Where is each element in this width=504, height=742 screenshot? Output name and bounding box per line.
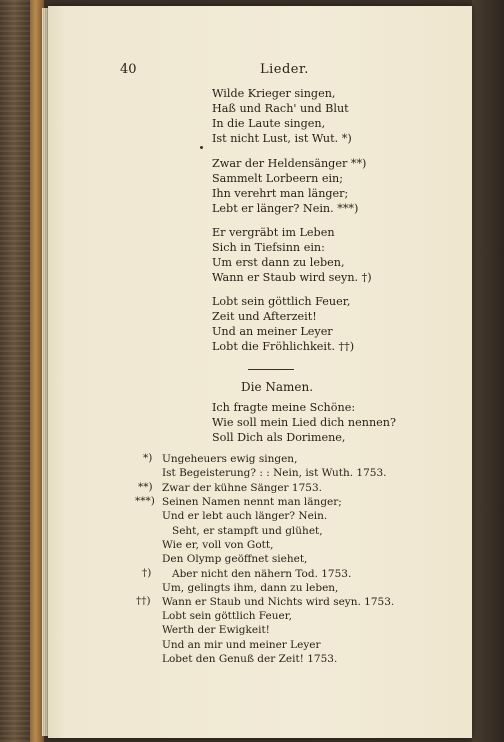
verse-line: Wann er Staub wird seyn. †): [212, 271, 372, 284]
footnote-line: Wann er Staub und Nichts wird seyn. 1753.: [162, 596, 395, 608]
footnote-marker: *): [143, 452, 153, 464]
ink-dot: [200, 146, 203, 149]
verse-line: Wie soll mein Lied dich nennen?: [212, 416, 396, 429]
footnote-marker: †): [142, 567, 152, 579]
verse-line: Lobt die Fröhlichkeit. ††): [212, 340, 355, 353]
footnote-line: Aber nicht den nähern Tod. 1753.: [172, 568, 352, 580]
footnote-line: Ist Begeisterung? : : Nein, ist Wuth. 1753.: [162, 467, 387, 479]
verse-line: Ich fragte meine Schöne:: [212, 401, 356, 414]
footnote-line: Und er lebt auch länger? Nein.: [162, 510, 328, 522]
verse-line: Zeit und Afterzeit!: [212, 310, 317, 323]
verse-line: Haß und Rach' und Blut: [212, 102, 349, 115]
verse-line: Lobt sein göttlich Feuer,: [212, 295, 351, 308]
verse-line: Soll Dich als Dorimene,: [212, 431, 346, 444]
footnote-line: Ungeheuers ewig singen,: [162, 453, 298, 465]
footnote-line: Lobt sein göttlich Feuer,: [162, 610, 292, 622]
footnote-line: Wie er, voll von Gott,: [162, 539, 274, 551]
running-head: Lieder.: [260, 62, 309, 77]
verse-line: Ihn verehrt man länger;: [212, 187, 349, 200]
footnote-line: Seinen Namen nennt man länger;: [162, 496, 342, 508]
verse-line: Und an meiner Leyer: [212, 325, 333, 338]
footnote-line: Den Olymp geöffnet siehet,: [162, 553, 308, 565]
verse-line: Wilde Krieger singen,: [212, 87, 336, 100]
poem-title: Die Namen.: [241, 380, 314, 394]
page-number: 40: [120, 62, 137, 77]
verse-line: In die Laute singen,: [212, 117, 326, 130]
section-divider: [248, 369, 294, 370]
verse-line: Zwar der Heldensänger **): [212, 157, 367, 170]
verse-line: Ist nicht Lust, ist Wut. *): [212, 132, 352, 145]
background-right: [472, 0, 504, 742]
verse-line: Lebt er länger? Nein. ***): [212, 202, 359, 215]
footnote-line: Lobet den Genuß der Zeit! 1753.: [162, 653, 338, 665]
footnote-marker: ††): [136, 595, 151, 607]
footnote-line: Und an mir und meiner Leyer: [162, 639, 321, 651]
footnote-marker: **): [138, 481, 153, 493]
verse-line: Er vergräbt im Leben: [212, 226, 335, 239]
verse-line: Um erst dann zu leben,: [212, 256, 345, 269]
verse-line: Sich in Tiefsinn ein:: [212, 241, 325, 254]
footnote-line: Werth der Ewigkeit!: [162, 624, 270, 636]
footnote-marker: ***): [135, 495, 155, 507]
footnote-line: Seht, er stampft und glühet,: [172, 525, 323, 537]
verse-line: Sammelt Lorbeern ein;: [212, 172, 343, 185]
footnote-line: Um, gelingts ihm, dann zu leben,: [162, 582, 339, 594]
footnote-line: Zwar der kühne Sänger 1753.: [162, 482, 322, 494]
